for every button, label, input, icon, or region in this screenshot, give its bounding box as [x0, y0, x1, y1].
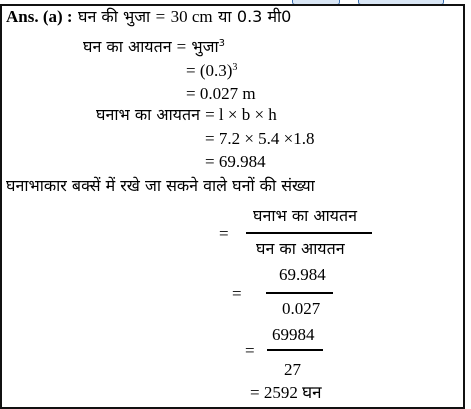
fraction2-numerator: 69.984: [279, 265, 326, 284]
cuboid-volume-formula: = l × b × h: [205, 105, 277, 124]
cube-count-heading: घनाभाकार बक्सें में रखे जा सकने वाले घनों की संख्या: [6, 176, 315, 195]
fraction3-numerator: 69984: [272, 325, 315, 344]
cuboid-volume-step1: = 7.2 × 5.4 ×1.8: [205, 129, 315, 148]
equals-sign: =: [232, 284, 242, 303]
cube-side-alt: 0.3 मी0: [236, 7, 292, 26]
equals-sign: =: [155, 7, 166, 26]
or-text: या: [218, 7, 232, 26]
fraction1-bar: [246, 232, 372, 234]
equals-sign: =: [176, 37, 187, 56]
cuboid-volume-line: [96, 106, 277, 123]
equals-sign: =: [219, 224, 229, 243]
equals-sign: =: [245, 341, 255, 360]
final-result: [250, 384, 322, 402]
exponent: 3: [218, 38, 225, 49]
cuboid-volume-step2: = 69.984: [205, 152, 266, 171]
step-text: = (0.3): [186, 61, 233, 80]
cube-volume-line: [83, 38, 225, 55]
fraction2-bar: [266, 292, 333, 294]
cube-volume-formula: भुजा: [191, 37, 219, 56]
fraction3-denominator: 27: [284, 360, 301, 379]
result-text: = 2592 घन: [250, 383, 322, 402]
fraction2-denominator: 0.027: [282, 299, 321, 318]
cube-volume-step2: = 0.027 m: [186, 84, 256, 103]
cube-side-text: घन की भुजा: [78, 7, 151, 26]
answer-line-1: [6, 8, 291, 26]
cube-volume-label: घन का आयतन: [83, 37, 172, 56]
fraction1-denominator: घन का आयतन: [256, 239, 345, 258]
cuboid-volume-label: घनाभ का आयतन: [96, 105, 200, 124]
exponent: 3: [232, 62, 238, 73]
fraction3-bar: [267, 349, 323, 351]
fraction1-numerator: घनाभ का आयतन: [253, 206, 357, 225]
answer-label: Ans. (a) :: [6, 7, 73, 26]
cube-side-value: 30 cm: [170, 7, 213, 26]
cube-volume-step1: [186, 62, 237, 79]
